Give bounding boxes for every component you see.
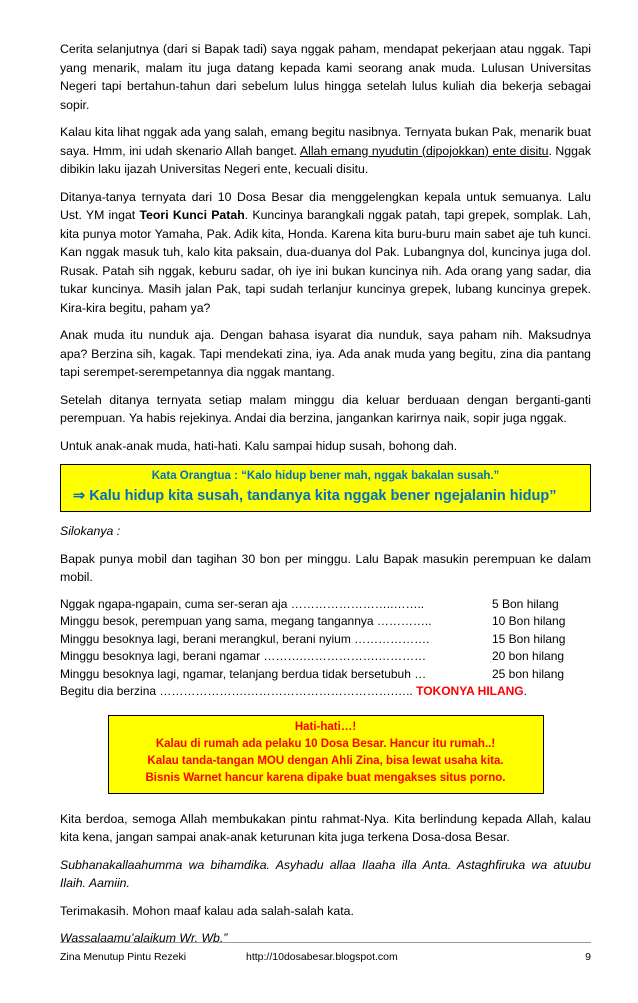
bon-description: Minggu besok, perempuan yang sama, megang tangannya ………….. xyxy=(60,614,432,628)
bon-description: Minggu besoknya lagi, berani merangkul, berani nyium ………………. xyxy=(60,631,430,646)
paragraph-berdoa: Kita berdoa, semoga Allah membukakan pintu rahmat-Nya. Kita berlindung kepada Allah, kalau kita kena, jangan sampai anak-anak keturunan kita juga terkena Dosa-dosa Besar. xyxy=(60,811,591,844)
page-body xyxy=(60,40,591,957)
bon-count: 25 bon hilang xyxy=(492,666,565,681)
paragraph-text: Kalau kita lihat nggak ada yang salah, emang begitu nasibnya. Ternyata bukan Pak, menarik buat saya. Hmm, ini udah skenario Allah banget. xyxy=(60,125,591,158)
bold-term: Teori Kunci Patah xyxy=(139,208,245,222)
bon-description: Minggu besoknya lagi, berani ngamar ……….……………….………… xyxy=(60,649,427,663)
page-number: 9 xyxy=(585,951,591,963)
table-row xyxy=(60,596,591,614)
warning-box xyxy=(108,715,544,794)
bon-count: 10 Bon hilang xyxy=(492,614,566,628)
table-row xyxy=(60,613,591,631)
table-row xyxy=(60,631,591,649)
bon-description: Nggak ngapa-ngapain, cuma ser-seran aja ……………………..…….. xyxy=(60,596,425,611)
bon-count: 15 Bon hilang xyxy=(492,631,566,646)
paragraph-story: Cerita selanjutnya (dari si Bapak tadi) saya nggak paham, mendapat pekerjaan atau nggak. Tapi yang menarik, malam itu juga datang kepada kami seorang anak muda. Lulusan Universitas Negeri tapi bertahun-tahun dari sebelum lulus hingga setelah lulus kuliah dia bekerja sebagai sopir. xyxy=(60,42,591,112)
tokonya-hilang: TOKONYA HILANG xyxy=(416,684,524,698)
paragraph-text: . Nggak dibikin laku ijazah Universitas Negeri ente, kecuali disitu. xyxy=(60,143,591,176)
warning-line-3: Bisnis Warnet hancur karena dipake buat mengakses situs porno. xyxy=(145,771,506,784)
quote-line-2-text: Kalu hidup kita susah, tandanya kita nggak bener ngejalanin hidup” xyxy=(89,488,557,504)
paragraph-mobil: Bapak punya mobil dan tagihan 30 bon per minggu. Lalu Bapak masukin perempuan ke dalam mobil. xyxy=(60,551,591,584)
paragraph-terimakasih: Terimakasih. Mohon maaf kalau ada salah-salah kata. xyxy=(60,903,354,918)
paragraph-text: Ditanya-tanya ternyata dari 10 Dosa Besar dia menggelengkan kepala untuk semuanya. Lalu Ust. YM ingat xyxy=(60,189,591,222)
bon-table xyxy=(60,596,591,701)
footer-title: Zina Menutup Pintu Rezeki xyxy=(60,951,187,963)
paragraph-nunduk: Anak muda itu nunduk aja. Dengan bahasa isyarat dia nunduk, saya paham nih. Maksudnya apa? Berzina sih, kagak. Tapi mendekati zina, iya. Ada anak muda yang begitu, zina dia pantang tapi serempet-serempetannya dia nggak mantang. xyxy=(60,328,591,379)
page-footer xyxy=(60,942,591,963)
paragraph-salam: Wassalaamu’alaikum Wr. Wb.” xyxy=(60,931,228,945)
bon-count: 20 bon hilang xyxy=(492,649,565,663)
underlined-phrase: Allah emang nyudutin (dipojokkan) ente disitu xyxy=(299,143,549,158)
warning-line-1: Kalau di rumah ada pelaku 10 Dosa Besar. Hancur itu rumah..! xyxy=(155,737,496,750)
quote-line-2 xyxy=(67,486,584,506)
arrow-right-icon: ⇒ xyxy=(73,488,86,504)
table-row xyxy=(60,683,591,701)
paragraph-skenario xyxy=(60,123,591,179)
paragraph-malam-minggu: Setelah ditanya ternyata setiap malam minggu dia keluar berduaan dengan berganti-ganti perempuan. Ya habis rejekinya. Andai dia berzina, jangankan karirnya naik, sopir juga nggak. xyxy=(60,392,591,425)
paragraph-kunci-patah xyxy=(60,188,591,318)
warning-line-2: Kalau tanda-tangan MOU dengan Ahli Zina, bisa lewat usaha kita. xyxy=(147,754,504,767)
table-row xyxy=(60,648,591,666)
warning-title: Hati-hati…! xyxy=(294,720,357,733)
quote-box xyxy=(60,464,591,512)
quote-line-1: Kata Orangtua : “Kalo hidup bener mah, nggak bakalan susah.” xyxy=(151,470,500,482)
paragraph-hati-hati: Untuk anak-anak muda, hati-hati. Kalu sampai hidup susah, bohong dah. xyxy=(60,438,458,453)
paragraph-text: . Kuncinya barangkali nggak patah, tapi grepek, somplak. Lah, kita punya motor Yamaha, Pak. Adik kita, Honda. Karena kita buru-buru main sabet aje tuh kunci. Kan nggak masuk tuh, kalo kita paksain, dua-duanya dol Pak. Lubangnya dol, kuncinya juga dol. Rusak. Patah sih nggak, keburu sadar, oh iye ini bukan kuncinya nih. Ada orang yang sadar, dia tukar kuncinya. Masih jalan Pak, tapi sudah terlanjur kuncinya grepek, lubang kuncinya grepek. Kira-kira begitu, paham ya? xyxy=(60,208,591,315)
bon-final-period: . xyxy=(523,684,527,698)
bon-final xyxy=(60,683,591,701)
bon-final-text: Begitu dia berzina ………………….……………………………….….. xyxy=(60,684,417,698)
table-row xyxy=(60,666,591,684)
bon-description: Minggu besoknya lagi, ngamar, telanjang berdua tidak bersetubuh … xyxy=(60,666,427,681)
paragraph-doa: Subhanakallaahumma wa bihamdika. Asyhadu allaa Ilaaha illa Anta. Astaghfiruka wa atuubu Ilaih. Aamiin. xyxy=(60,857,591,890)
footer-url[interactable]: http://10dosabesar.blogspot.com xyxy=(246,951,398,963)
silokanya-heading: Silokanya : xyxy=(60,524,121,538)
bon-count: 5 Bon hilang xyxy=(492,596,559,611)
